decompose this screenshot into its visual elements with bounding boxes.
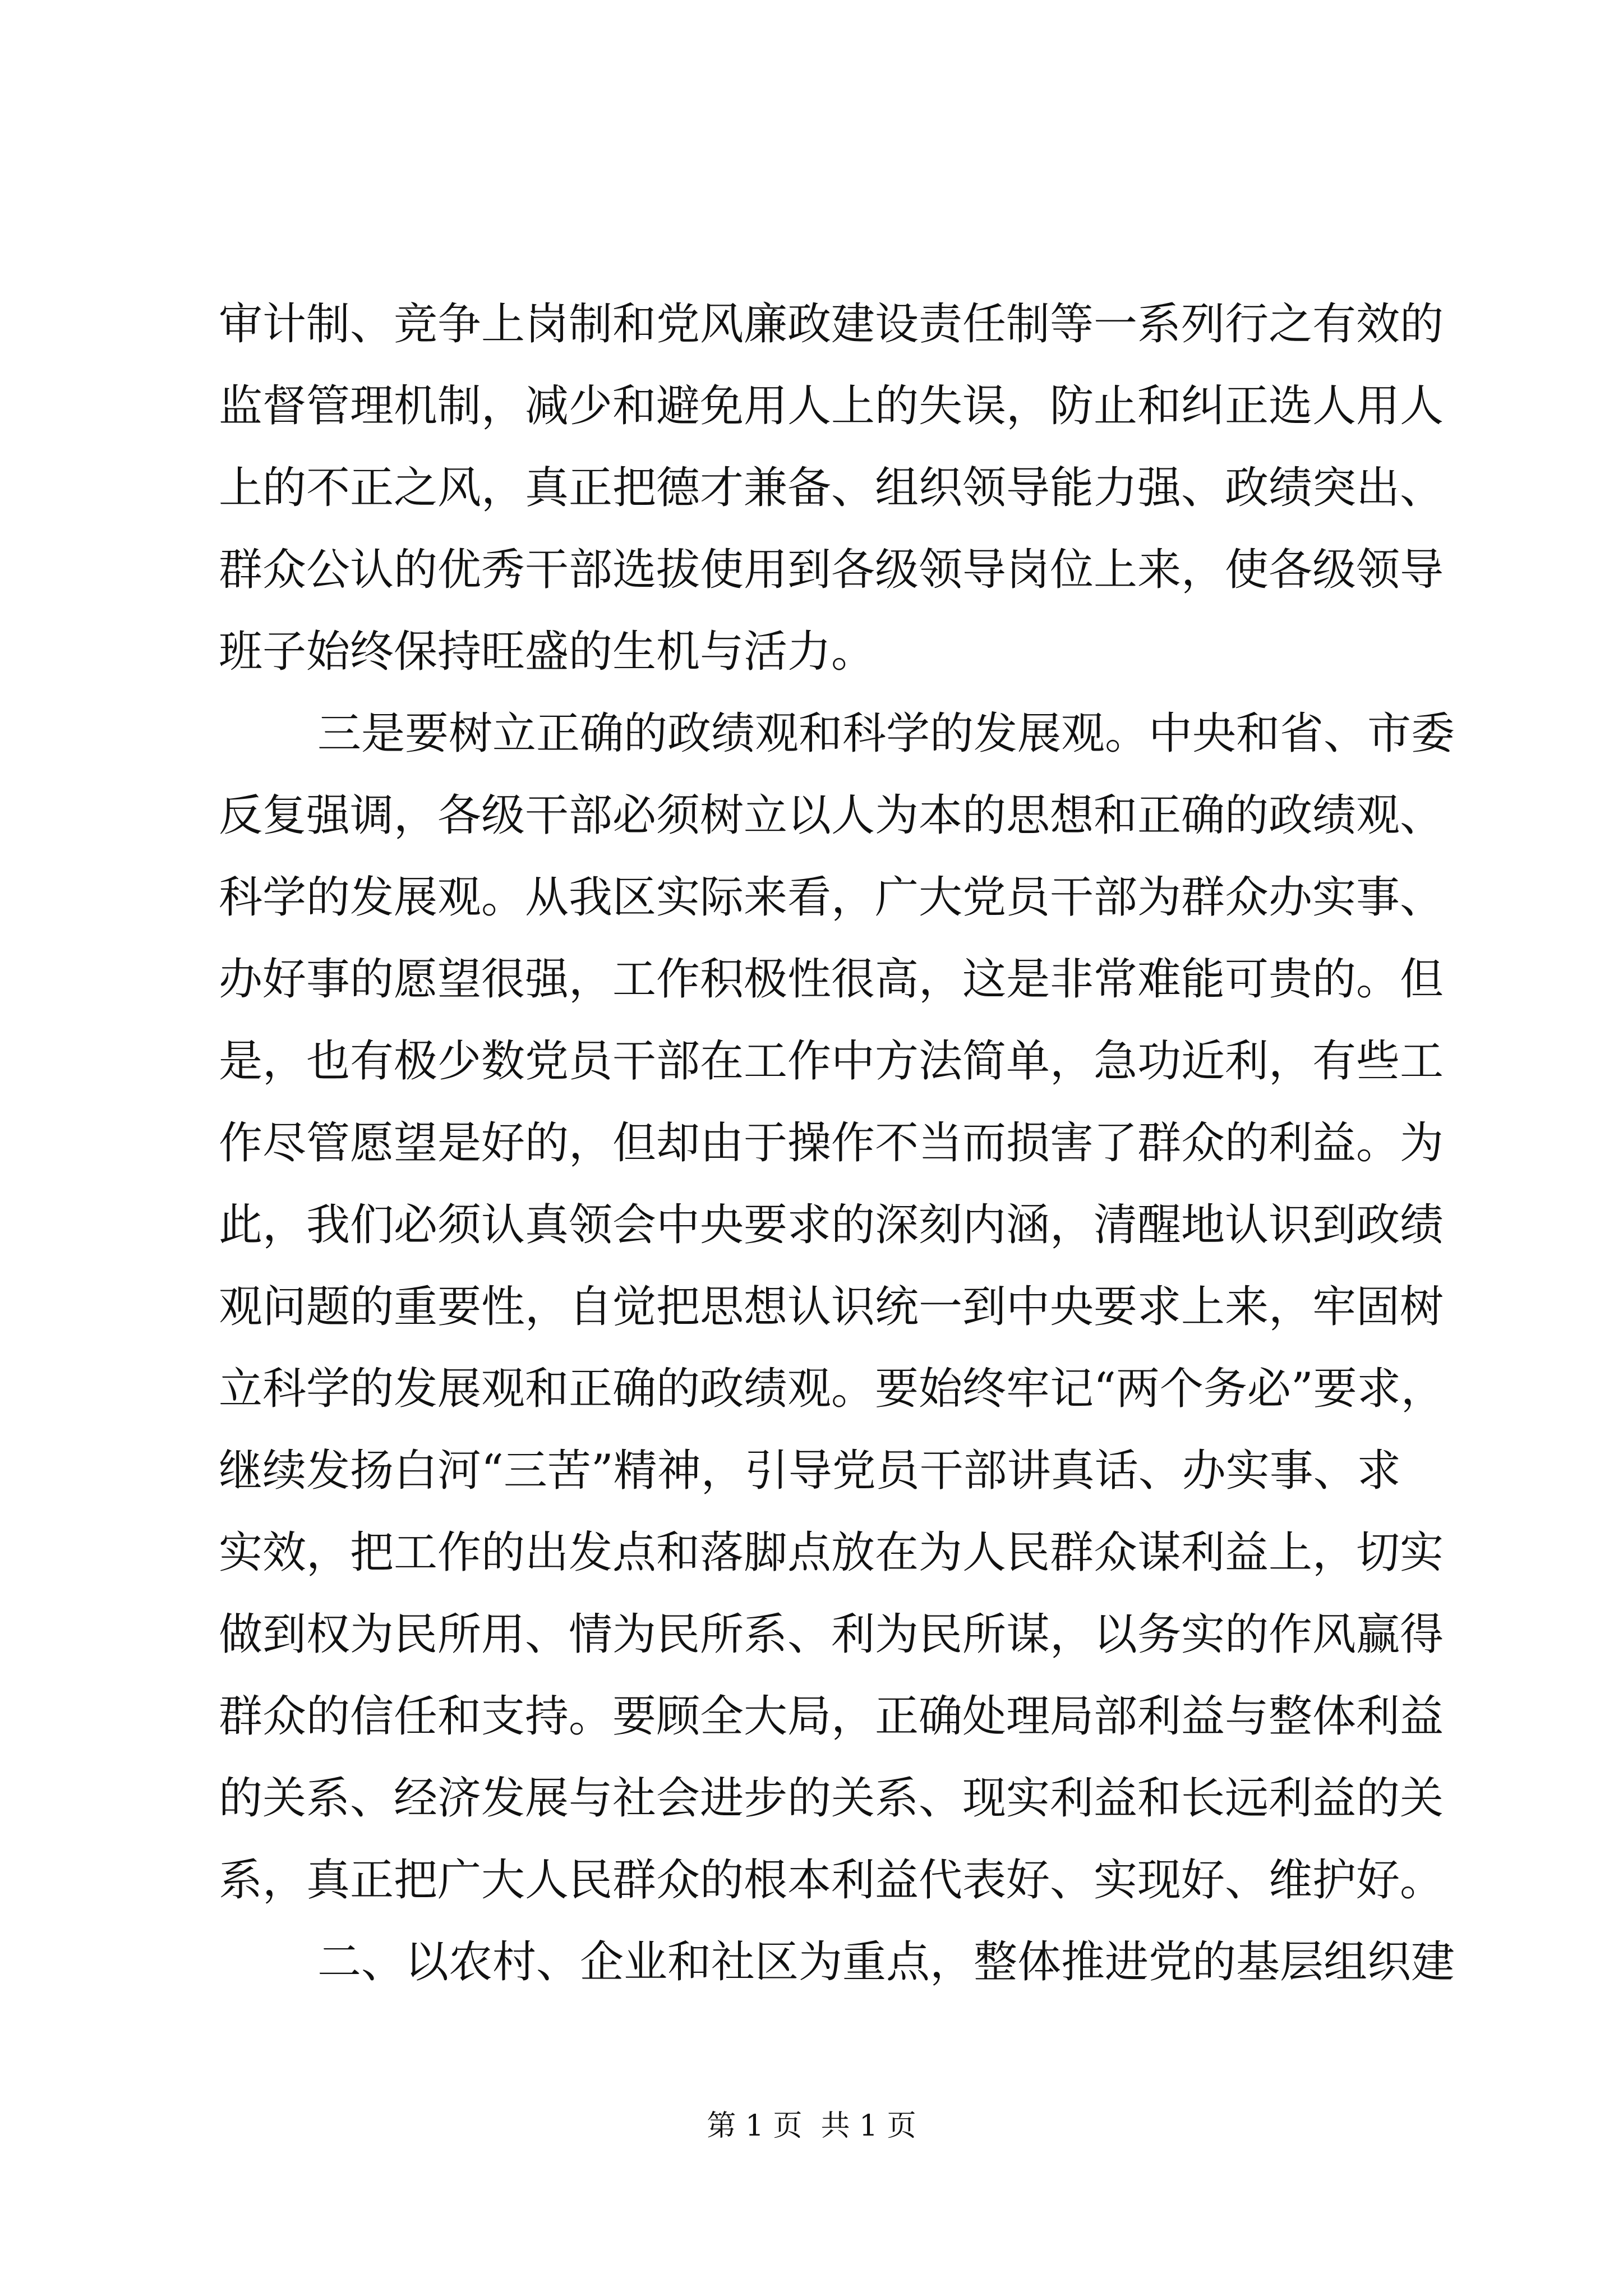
text-line: 作尽管愿望是好的，但却由于操作不当而损害了群众的利益。为 [219, 1118, 1444, 1168]
text-line: 群众的信任和支持。要顾全大局，正确处理局部利益与整体利益 [219, 1691, 1444, 1742]
text-line: 监督管理机制，减少和避免用人上的失误，防止和纠正选人用人 [219, 381, 1444, 431]
page-footer: 第 1 页 共 1 页 [707, 2109, 916, 2143]
text-line: 班子始终保持旺盛的生机与活力。 [219, 627, 875, 677]
paragraph-first-line: 三是要树立正确的政绩观和科学的发展观。中央和省、市委 [317, 708, 1455, 759]
text-line: 继续发扬白河“三苦”精神，引导党员干部讲真话、办实事、求 [219, 1446, 1401, 1496]
text-line: 此，我们必须认真领会中央要求的深刻内涵，清醒地认识到政绩 [219, 1200, 1444, 1250]
text-line: 立科学的发展观和正确的政绩观。要始终牢记“两个务必”要求， [219, 1364, 1445, 1414]
text-line: 是，也有极少数党员干部在工作中方法简单，急功近利，有些工 [219, 1036, 1444, 1087]
text-line: 反复强调，各级干部必须树立以人为本的思想和正确的政绩观、 [219, 790, 1444, 841]
text-line: 科学的发展观。从我区实际来看，广大党员干部为群众办实事、 [219, 872, 1444, 923]
paragraph-first-line: 二、以农村、企业和社区为重点，整体推进党的基层组织建 [317, 1937, 1455, 1987]
text-line: 群众公认的优秀干部选拔使用到各级领导岗位上来，使各级领导 [219, 545, 1444, 595]
text-line: 做到权为民所用、情为民所系、利为民所谋，以务实的作风赢得 [219, 1609, 1444, 1660]
text-line: 实效，把工作的出发点和落脚点放在为人民群众谋利益上，切实 [219, 1527, 1444, 1578]
text-line: 上的不正之风，真正把德才兼备、组织领导能力强、政绩突出、 [219, 463, 1444, 513]
body-text [219, 283, 1455, 2003]
text-line: 的关系、经济发展与社会进步的关系、现实利益和长远利益的关 [219, 1773, 1444, 1824]
text-line: 观问题的重要性，自觉把思想认识统一到中央要求上来，牢固树 [219, 1282, 1444, 1332]
text-line: 系，真正把广大人民群众的根本利益代表好、实现好、维护好。 [219, 1855, 1444, 1906]
text-line: 审计制、竞争上岗制和党风廉政建设责任制等一系列行之有效的 [219, 299, 1444, 349]
text-line: 办好事的愿望很强，工作积极性很高，这是非常难能可贵的。但 [219, 954, 1444, 1005]
